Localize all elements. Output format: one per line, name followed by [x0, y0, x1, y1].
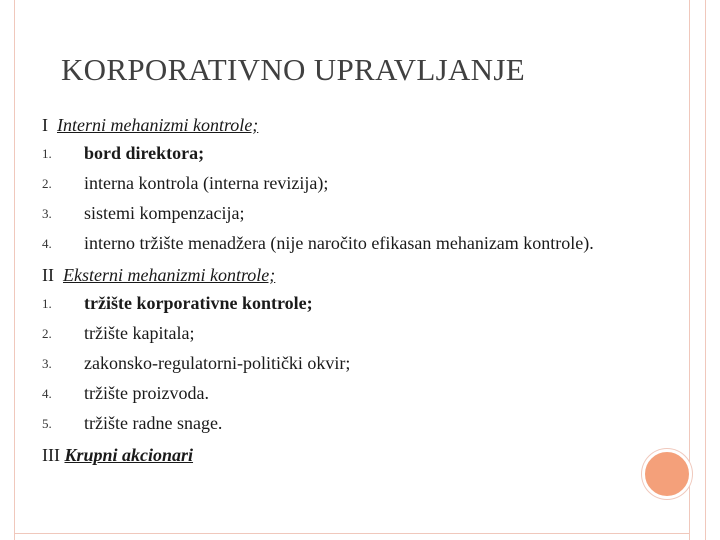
- section-heading-text: Eksterni mehanizmi kontrole;: [63, 265, 276, 285]
- section-heading-text: Krupni akcionari: [64, 445, 194, 465]
- list-item-number: 5.: [42, 416, 52, 431]
- list-item: [42, 202, 612, 224]
- section-external-heading: [42, 262, 612, 288]
- section-roman-numeral: II: [42, 265, 54, 285]
- list-item-number: 3.: [42, 206, 52, 221]
- list-item-number: 2.: [42, 176, 52, 191]
- list-item: [42, 232, 612, 254]
- list-item: [42, 352, 612, 374]
- list-item: [42, 322, 612, 344]
- list-item-text: zakonsko-regulatorni-politički okvir;: [84, 353, 351, 373]
- list-item-text: tržište kapitala;: [84, 323, 195, 343]
- section-heading-text: Interni mehanizmi kontrole;: [57, 115, 259, 135]
- section-shareholders-heading: [42, 442, 612, 468]
- list-item: [42, 292, 612, 314]
- list-item-text: tržište korporativne kontrole;: [84, 293, 313, 313]
- list-item-number: 3.: [42, 356, 52, 371]
- list-item: [42, 382, 612, 404]
- list-item-text: bord direktora;: [84, 143, 205, 163]
- list-item-number: 4.: [42, 386, 52, 401]
- frame-right-outer-line: [705, 0, 706, 540]
- decorative-circle: [642, 449, 692, 499]
- list-item-number: 1.: [42, 296, 52, 311]
- section-roman-numeral: I: [42, 115, 48, 135]
- list-item-text: tržište radne snage.: [84, 413, 223, 433]
- frame-left-line: [14, 0, 15, 540]
- section-internal-heading: [42, 112, 612, 138]
- list-item-number: 4.: [42, 236, 52, 251]
- slide-content: [42, 112, 612, 470]
- list-item-text: sistemi kompenzacija;: [84, 203, 245, 223]
- list-item-text: interna kontrola (interna revizija);: [84, 173, 329, 193]
- list-item-text: tržište proizvoda.: [84, 383, 209, 403]
- frame-right-line: [689, 0, 690, 540]
- list-item-number: 1.: [42, 146, 52, 161]
- frame-bottom-line: [14, 533, 690, 534]
- list-item: [42, 412, 612, 434]
- slide-title: KORPORATIVNO UPRAVLJANJE: [61, 52, 525, 87]
- section-roman-numeral: III: [42, 445, 60, 465]
- list-item: [42, 172, 612, 194]
- list-item-text: interno tržište menadžera (nije naročito efikasan mehanizam kontrole).: [84, 233, 594, 253]
- list-item-number: 2.: [42, 326, 52, 341]
- list-item: [42, 142, 612, 164]
